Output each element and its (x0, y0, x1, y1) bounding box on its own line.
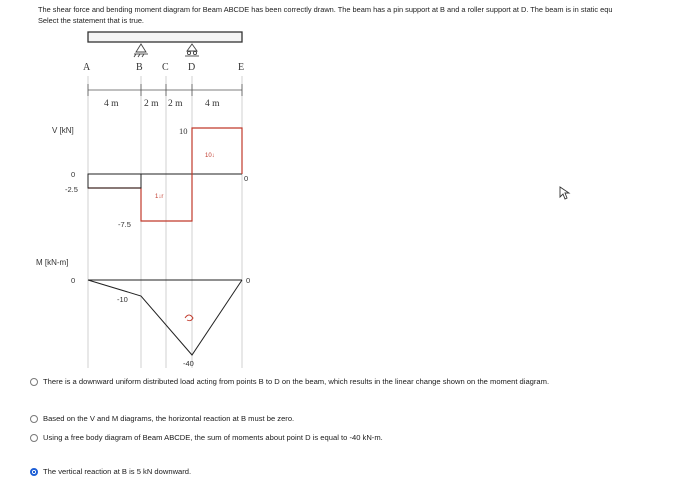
pin-support-icon (134, 44, 148, 57)
moment-right-zero: 0 (246, 276, 251, 285)
point-label-d: D (188, 62, 196, 73)
shear-value-a: -2.5 (65, 185, 78, 194)
moment-zero-label: 0 (71, 276, 76, 285)
moment-curve (88, 280, 242, 355)
option-4-label: The vertical reaction at B is 5 kN downward. (43, 467, 192, 476)
question-line-1: The shear force and bending moment diagram for Beam ABCDE has been correctly drawn. The beam has a pin support at B and a roller support at D. The beam is in static equ (38, 5, 613, 14)
option-3-radio[interactable] (30, 434, 38, 442)
option-2-radio[interactable] (30, 415, 38, 423)
moment-value-d: -40 (183, 359, 194, 368)
shear-axis-label: V [kN] (52, 126, 74, 135)
moment-axis-label: M [kN-m] (36, 258, 69, 267)
shear-value-c: 10 (179, 126, 188, 136)
option-4-radio[interactable] (30, 468, 38, 476)
point-label-e: E (238, 62, 245, 73)
shear-block-a (88, 174, 141, 188)
option-1-label: There is a downward uniform distributed load acting from points B to D on the beam, which results in the linear change shown on the moment diagram. (43, 377, 550, 386)
shear-block-mark-2: 1↓r (155, 194, 164, 200)
span-label-cd: 2 m (168, 99, 183, 109)
shear-value-b: -7.5 (118, 220, 131, 229)
option-2-label: Based on the V and M diagrams, the horizontal reaction at B must be zero. (43, 414, 295, 423)
point-label-c: C (162, 62, 169, 73)
roller-support-icon (185, 44, 199, 56)
span-label-bc: 2 m (144, 99, 159, 109)
question-line-2: Select the statement that is true. (38, 16, 144, 25)
shear-zero-label: 0 (71, 170, 76, 179)
option-3[interactable] (30, 433, 383, 442)
shear-right-zero: 0 (244, 174, 249, 183)
shear-block-mark: 10↓ (205, 153, 215, 159)
option-2[interactable] (30, 414, 294, 423)
option-1-radio[interactable] (30, 378, 38, 386)
option-4[interactable] (30, 467, 191, 476)
option-1[interactable] (30, 377, 549, 386)
option-3-label: Using a free body diagram of Beam ABCDE, the sum of moments about point D is equal to -40 kN-m. (43, 433, 383, 442)
point-label-a: A (83, 62, 91, 73)
moment-value-b: -10 (117, 295, 128, 304)
point-label-b: B (136, 62, 143, 73)
mouse-pointer-icon (559, 186, 571, 200)
span-label-ab: 4 m (104, 99, 119, 109)
span-label-de: 4 m (205, 99, 220, 109)
beam (88, 32, 242, 42)
